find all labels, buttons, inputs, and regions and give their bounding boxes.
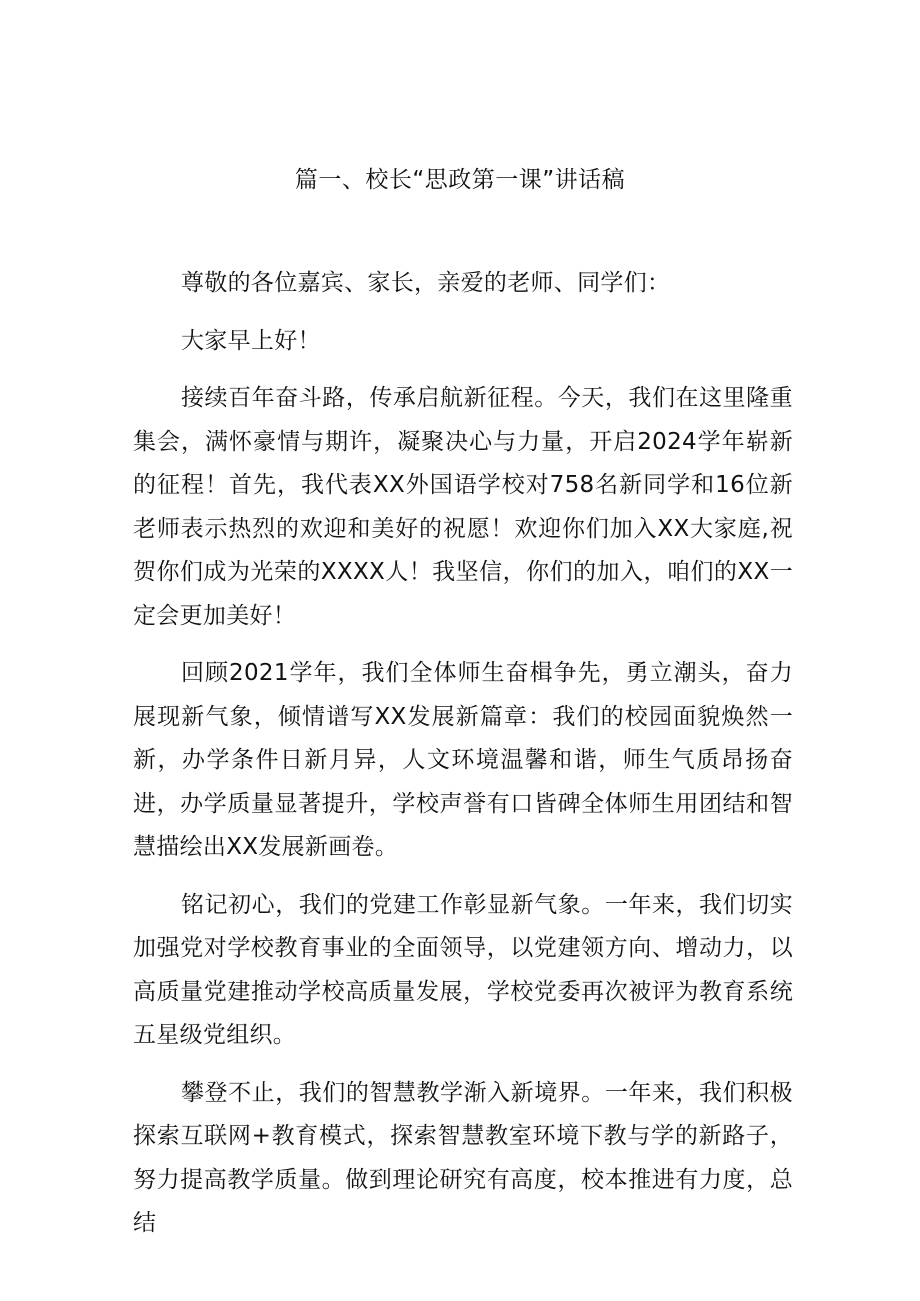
opening-paragraph: 接续百年奋斗路，传承启航新征程。今天，我们在这里隆重集会，满怀豪情与期许，凝聚决心与力量，开启2024学年崭新的征程！首先，我代表XX外国语学校对758名新同学和16位新老师表示热烈的欢迎和美好的祝愿！欢迎你们加入XX大家庭,祝贺你们成为光荣的XXXX人！我坚信，你们的加入，咱们的XX一定会更加美好！ — [133, 385, 793, 629]
review-paragraph: 回顾2021学年，我们全体师生奋楫争先，勇立潮头，奋力展现新气象，倾情谱写XX发展新篇章：我们的校园面貌焕然一新，办学条件日新月异，人文环境温馨和谐，师生气质昂扬奋进，办学质量显著提升，学校声誉有口皆碑全体师生用团结和智慧描绘出XX发展新画卷。 — [133, 660, 793, 860]
party-building-paragraph: 铭记初心，我们的党建工作彰显新气象。一年来，我们切实加强党对学校教育事业的全面领导，以党建领方向、增动力，以高质量党建推动学校高质量发展，学校党委再次被评为教育系统五星级党组织。 — [133, 891, 793, 1048]
salutation-paragraph: 尊敬的各位嘉宾、家长，亲爱的老师、同学们： — [181, 270, 671, 296]
document-title: 篇一、校长“思政第一课”讲话稿 — [294, 167, 626, 193]
document-body — [133, 262, 793, 1260]
greeting-paragraph: 大家早上好！ — [181, 327, 321, 354]
smart-teaching-paragraph: 攀登不止，我们的智慧教学渐入新境界。一年来，我们积极探索互联网+教育模式，探索智慧教室环境下教与学的新路子，努力提高教学质量。做到理论研究有高度，校本推进有力度，总结 — [133, 1079, 793, 1236]
